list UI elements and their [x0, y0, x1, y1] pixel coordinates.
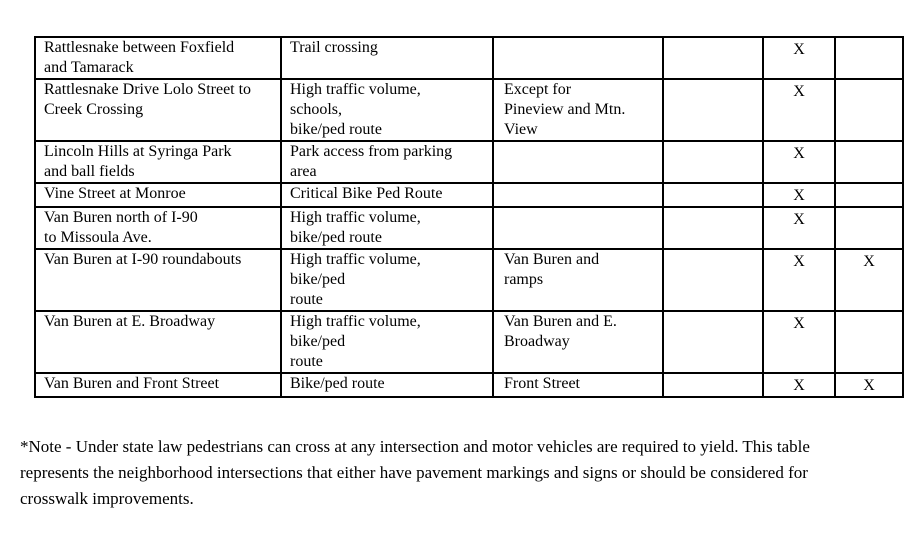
reason-cell: High traffic volume, bike/ped route	[281, 249, 493, 311]
location-cell: Rattlesnake Drive Lolo Street to Creek Crossing	[35, 79, 281, 141]
table-row	[35, 249, 903, 311]
table-row	[35, 141, 903, 183]
location-cell: Van Buren at E. Broadway	[35, 311, 281, 373]
mark-cell-5	[763, 207, 835, 249]
table-row	[35, 373, 903, 397]
notes-cell	[493, 207, 663, 249]
check-mark: X	[863, 253, 875, 270]
mark-cell-5	[763, 141, 835, 183]
footnote-text: *Note - Under state law pedestrians can cross at any intersection and motor vehicles are required to yield. This table represents the neighborhood intersections that either have pavement markings and signs or should be considered for crosswalk improvements.	[20, 437, 810, 508]
location-cell: Van Buren and Front Street	[35, 373, 281, 397]
reason-cell: High traffic volume, schools, bike/ped route	[281, 79, 493, 141]
notes-cell: Except for Pineview and Mtn. View	[493, 79, 663, 141]
reason-cell: Trail crossing	[281, 37, 493, 79]
check-mark: X	[793, 187, 805, 204]
crosswalk-table-body	[35, 37, 903, 397]
reason-cell: High traffic volume, bike/ped route	[281, 311, 493, 373]
table-row	[35, 79, 903, 141]
notes-cell: Front Street	[493, 373, 663, 397]
mark-cell-6	[835, 373, 903, 397]
reason-cell: Bike/ped route	[281, 373, 493, 397]
check-mark: X	[793, 41, 805, 58]
table-row	[35, 183, 903, 207]
mark-cell-4	[663, 311, 763, 373]
reason-cell: Critical Bike Ped Route	[281, 183, 493, 207]
notes-cell	[493, 37, 663, 79]
notes-cell	[493, 183, 663, 207]
mark-cell-4	[663, 207, 763, 249]
mark-cell-6	[835, 207, 903, 249]
mark-cell-6	[835, 183, 903, 207]
mark-cell-4	[663, 141, 763, 183]
mark-cell-5	[763, 79, 835, 141]
check-mark: X	[793, 377, 805, 394]
check-mark: X	[793, 211, 805, 228]
mark-cell-5	[763, 249, 835, 311]
location-cell: Vine Street at Monroe	[35, 183, 281, 207]
notes-cell	[493, 141, 663, 183]
table-row	[35, 207, 903, 249]
mark-cell-4	[663, 249, 763, 311]
mark-cell-5	[763, 373, 835, 397]
mark-cell-5	[763, 183, 835, 207]
mark-cell-5	[763, 311, 835, 373]
notes-cell: Van Buren and ramps	[493, 249, 663, 311]
location-cell: Rattlesnake between Foxfield and Tamarack	[35, 37, 281, 79]
reason-cell: Park access from parking area	[281, 141, 493, 183]
check-mark: X	[793, 83, 805, 100]
crosswalk-table	[34, 36, 904, 398]
mark-cell-4	[663, 183, 763, 207]
location-cell: Van Buren at I-90 roundabouts	[35, 249, 281, 311]
crosswalk-table-container	[34, 36, 904, 398]
mark-cell-6	[835, 249, 903, 311]
mark-cell-5	[763, 37, 835, 79]
mark-cell-6	[835, 37, 903, 79]
mark-cell-6	[835, 79, 903, 141]
check-mark: X	[793, 253, 805, 270]
mark-cell-6	[835, 141, 903, 183]
notes-cell: Van Buren and E. Broadway	[493, 311, 663, 373]
check-mark: X	[793, 315, 805, 332]
mark-cell-4	[663, 373, 763, 397]
mark-cell-4	[663, 79, 763, 141]
check-mark: X	[863, 377, 875, 394]
table-row	[35, 311, 903, 373]
check-mark: X	[793, 145, 805, 162]
mark-cell-4	[663, 37, 763, 79]
location-cell: Lincoln Hills at Syringa Park and ball fields	[35, 141, 281, 183]
reason-cell: High traffic volume, bike/ped route	[281, 207, 493, 249]
table-row	[35, 37, 903, 79]
location-cell: Van Buren north of I-90 to Missoula Ave.	[35, 207, 281, 249]
mark-cell-6	[835, 311, 903, 373]
